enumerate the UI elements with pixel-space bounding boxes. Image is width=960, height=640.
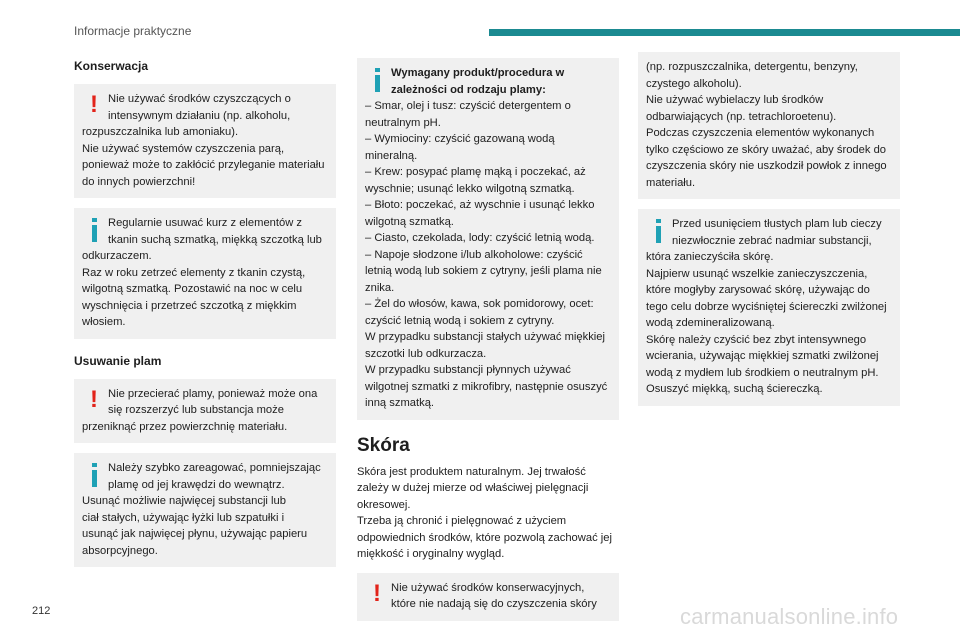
box-line: Nie używać systemów czyszczenia parą, — [82, 142, 285, 155]
warning-box-3 — [357, 573, 619, 621]
box-line: W przypadku substancji stałych używać miękkiej — [365, 331, 605, 343]
box-line: W przypadku substancji płynnych używać — [365, 364, 571, 376]
box-line: szczotki lub odkurzacza. — [365, 347, 487, 360]
text-line: Trzeba ją chronić i pielęgnować z użyciem — [357, 515, 567, 527]
box-line: ciał stałych, używając łyżki lub szpatułki i — [82, 511, 285, 524]
page-number: 212 — [32, 605, 51, 617]
box-line: które nie nadają się do czyszczenia skóry — [391, 598, 597, 610]
box-line: Nie przecierać plamy, ponieważ może ona — [108, 387, 318, 400]
column-3 — [638, 58, 900, 416]
box-line: Należy szybko zareagować, pomniejszając — [108, 462, 321, 474]
warning-box-2 — [74, 379, 336, 444]
info-icon — [92, 463, 97, 487]
box-line: – Żel do włosów, kawa, sok pomidorowy, ocet: — [365, 298, 594, 310]
box-line: czyścić letnią wodą i sokiem z cytryny. — [365, 314, 555, 327]
box-line: wyschnie; usunąć lekko wilgotną szmatką. — [365, 182, 575, 195]
section-heading-usuwanie-plam: Usuwanie plam — [74, 353, 162, 368]
column-2 — [357, 58, 619, 631]
header-accent-bar — [489, 29, 960, 36]
box-line: wyschnięcia i przetrzeć szczotką z miękkim — [82, 299, 297, 312]
box-line: – Błoto: poczekać, aż wyschnie i usunąć lekko — [365, 199, 595, 211]
section-heading-konserwacja: Konserwacja — [74, 59, 149, 73]
box-line: Najpierw usunąć wszelkie zanieczyszczenia, — [646, 267, 868, 280]
box-line: – Napoje słodzone i/lub alkoholowe: czyścić — [365, 248, 583, 261]
info-icon — [656, 219, 661, 243]
box-line: – Ciasto, czekolada, lody: czyścić letnią wodą. — [365, 232, 595, 244]
box-line: wilgotnej szmatki z mikrofibry, następnie osuszyć — [365, 380, 608, 393]
text-line: zależy w dużej mierze od właściwej pielęgnacji — [357, 482, 589, 494]
box-line: intensywnym działaniu (np. alkoholu, — [108, 109, 291, 122]
box-line: absorpcyjnego. — [82, 544, 158, 557]
info-box-4 — [638, 209, 900, 406]
box-line: tylko częściowo ze skóry uważać, aby środek do — [646, 143, 887, 156]
box-line: usunąć jak najwięcej płynu, używając papieru — [82, 528, 308, 540]
box-line: czyszczenia skóry nie uszkodził powłok z innego — [646, 160, 887, 172]
watermark: carmanualsonline.info — [680, 604, 899, 629]
box-line: – Smar, olej i tusz: czyścić detergentem o — [365, 100, 571, 112]
box-line: czystego alkoholu). — [646, 77, 742, 90]
page-header-title: Informacje praktyczne — [74, 24, 192, 38]
box-line: inną szmatką. — [365, 397, 435, 409]
box-line: ponieważ może to zakłócić przyleganie materiału — [82, 159, 325, 171]
text-line: Skóra jest produktem naturalnym. Jej trwałość — [357, 465, 586, 478]
box-line: tego celu dobrze wyciśniętej ściereczki zwilżonej — [646, 300, 887, 313]
box-line: wodą z mydłem lub środkiem o neutralnym pH. — [646, 366, 879, 379]
box-line: rozpuszczalnika lub amoniaku). — [82, 126, 239, 138]
box-line: Podczas czyszczenia elementów wykonanych — [646, 127, 875, 139]
box-line: wilgotną szmatką. — [365, 215, 454, 228]
box-line: Raz w roku zetrzeć elementy z tkanin czystą, — [82, 266, 306, 279]
info-box-2 — [74, 453, 336, 567]
warning-icon: ! — [373, 579, 381, 607]
box-line: materiału. — [646, 176, 696, 189]
warning-box-3-continued — [638, 52, 900, 199]
box-line: Nie używać wybielaczy lub środków — [646, 94, 824, 106]
box-line: plamę od jej krawędzi do wewnątrz. — [108, 478, 285, 491]
box-line: Skórę należy czyścić bez zbyt intensywnego — [646, 333, 867, 346]
box-line: która zanieczyściła skórę. — [646, 251, 774, 263]
info-box-1 — [74, 208, 336, 339]
box-line: zależności od rodzaju plamy: — [391, 83, 546, 96]
info-icon — [375, 68, 380, 92]
box-line: (np. rozpuszczalnika, detergentu, benzyny, — [646, 61, 858, 73]
box-line: włosiem. — [82, 316, 126, 328]
box-line: – Wymiociny: czyścić gazowaną wodą — [365, 133, 555, 145]
box-line: mineralną. — [365, 149, 418, 162]
text-line: miękkość i oryginalny wygląd. — [357, 548, 505, 560]
section-heading-skora: Skóra — [357, 434, 410, 456]
box-line: Nie używać środków czyszczących o — [108, 93, 291, 105]
box-line: wodą zdemineralizowaną. — [646, 317, 775, 329]
box-line: Wymagany produkt/procedura w — [391, 67, 565, 79]
box-line: Nie używać środków konserwacyjnych, — [391, 581, 585, 594]
warning-icon: ! — [90, 385, 98, 413]
text-line: okresowej. — [357, 498, 411, 511]
warning-box-1 — [74, 84, 336, 198]
skora-paragraph — [357, 464, 619, 563]
box-line: Regularnie usuwać kurz z elementów z — [108, 217, 303, 229]
box-line: neutralnym pH. — [365, 116, 441, 129]
box-line: Usunąć możliwie najwięcej substancji lub — [82, 495, 286, 507]
box-line: znika. — [365, 281, 395, 294]
box-line: – Krew: posypać plamę mąką i poczekać, aż — [365, 166, 586, 178]
box-line: wilgotną szmatką. Pozostawić na noc w celu — [82, 283, 303, 295]
warning-icon: ! — [90, 91, 98, 118]
box-line: letnią wodą lub sokiem z cytryny, jeśli plama nie — [365, 265, 602, 277]
box-line: Osuszyć miękką, suchą ściereczką. — [646, 383, 823, 395]
box-line: niezwłocznie zebrać nadmiar substancji, — [672, 234, 872, 247]
box-line: tkanin suchą szmatką, miękką szczotką lub — [108, 233, 322, 246]
box-line: się rozszerzyć lub substancja może — [108, 404, 284, 416]
column-1 — [74, 58, 336, 577]
box-line: odbarwiających (np. tetrachloroetenu). — [646, 110, 837, 123]
box-line: Przed usunięciem tłustych plam lub cieczy — [672, 218, 882, 230]
box-line: wcierania, używając miękkiej szmatki zwilżonej — [646, 350, 879, 362]
box-line: odkurzaczem. — [82, 250, 152, 262]
info-box-3 — [357, 58, 619, 420]
box-line: które mogłyby zarysować skórę, używając do — [646, 284, 870, 296]
box-line: do innych powierzchni! — [82, 175, 196, 188]
box-line: przeniknąć przez powierzchnię materiału. — [82, 420, 288, 433]
info-icon — [92, 218, 97, 242]
text-line: odpowiednich środków, które pozwolą zachować jej — [357, 531, 612, 544]
